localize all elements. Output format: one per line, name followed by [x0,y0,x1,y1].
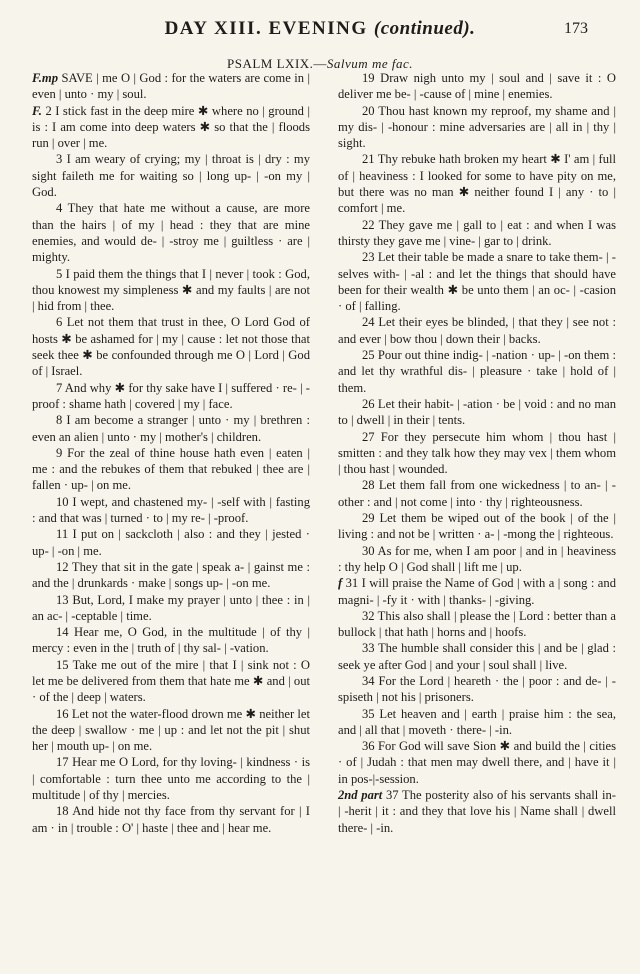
title-suffix: (continued). [373,18,476,39]
verse-text: 23 Let their table be made a snare to take them- | -selves with- | -al : and let the things that should have been for their wealth ✱ be unto them | an oc- | -casion · of | falling. [338,250,616,314]
psalm-verse [338,706,616,739]
psalm-verse [338,249,616,314]
verse-text: 32 This also shall | please the | Lord : better than a bullock | that hath | horns and | hoofs. [338,608,616,640]
verse-text: 12 They that sit in the gate | speak a- | gainst me : and the | drunkards · make | songs up- | -on me. [32,559,310,591]
verse-text: 20 Thou hast known my reproof, my shame and | my dis- | -honour : mine adversaries are | all in | thy | sight. [338,103,616,151]
verse-text: 37 The posterity also of his servants shall in- | -herit | it : and they that love his | Name shall | dwell there- | -in. [338,788,616,835]
verse-text: 10 I wept, and chastened my- | -self with | fasting : and that was | turned · to | my re- | -proof. [32,494,310,526]
verse-text: 35 Let heaven and | earth | praise him : the sea, and | all that | moveth · there- | -in. [338,706,616,737]
psalm-verse [32,314,310,379]
verse-text: 16 Let not the water-flood drown me ✱ neither let the deep | swallow · me | up : and let not the pit | shut her | mouth up- | on me. [32,706,310,754]
running-title [0,18,640,40]
verse-text: 18 And hide not thy face from thy servant for | I am · in | trouble : O' | haste | thee and | hear me. [32,804,310,835]
psalm-verse [32,103,310,152]
verse-text: 30 As for me, when I am poor | and in | heaviness : thy help O | God shall | lift me | up. [338,543,616,574]
psalm-verse [338,787,616,836]
psalm-verse [338,673,616,706]
psalm-verse [32,624,310,657]
psalm-verse [338,575,616,608]
psalm-number: PSALM LXIX.— [227,56,327,71]
verse-text: 36 For God will save Sion ✱ and build the | cities · of | Judah : that men may dwell there, and | have it | in pos-|-session. [338,739,616,786]
verse-text: 9 For the zeal of thine house hath even | eaten | me : and the rebukes of them that rebuked | thee are | fallen · up- | on me. [32,445,310,493]
psalm-verse [338,510,616,543]
verse-text: 33 The humble shall consider this | and be | glad : seek ye after God | and your | soul shall | live. [338,641,616,672]
psalm-verse [32,445,310,494]
psalm-verse [32,494,310,527]
verse-text: 13 But, Lord, I make my prayer | unto | thee : in | an ac- | -ceptable | time. [32,592,310,623]
verse-text: 4 They that hate me without a cause, are more than the hairs | of my | head : they that are mine enemies, and would de- | -stroy me | guiltless · are | mighty. [32,201,310,265]
psalm-latin-title: Salvum me fac. [326,56,413,71]
psalm-verse [32,592,310,625]
verse-text: 15 Take me out of the mire | that I | sink not : O let me be delivered from them that hate me ✱ and | out · of the | deep | waters. [32,657,310,705]
psalm-verse [32,266,310,315]
dynamic-marking: 2nd part [338,788,383,803]
psalm-verse [338,477,616,510]
left-column [32,70,310,836]
verse-text: 28 Let them fall from one wickedness | to an- | -other : and | not come | into · thy | righteousness. [338,478,616,509]
psalm-verse [338,429,616,478]
right-column [338,70,616,836]
psalm-verse [338,738,616,787]
psalm-verse [32,526,310,559]
dynamic-marking: F. [32,103,42,118]
page-number: 173 [564,20,588,37]
psalm-verse [338,640,616,673]
psalm-verse [338,608,616,641]
psalm-verse [32,559,310,592]
day-title: DAY XIII. EVENING [164,18,368,39]
psalm-verse [32,200,310,265]
verse-text: 26 Let their habit- | -ation · be | void : and no man to | dwell | in their | tents. [338,396,616,428]
dynamic-marking: f [338,576,343,591]
psalm-verse [32,412,310,445]
psalm-verse [32,70,310,103]
verse-text: 27 For they persecute him whom | thou hast | smitten : and they talk how they may vex | them whom | thou hast | wounded. [338,429,616,477]
verse-text: 34 For the Lord | heareth · the | poor : and de- | -spiseth | not his | prisoners. [338,673,616,705]
verse-text: 7 And why ✱ for thy sake have I | suffered · re- | -proof : shame hath | covered | my | face. [32,380,310,411]
verse-text: 19 Draw nigh unto my | soul and | save it : O deliver me be- | -cause of | mine | enemies. [338,71,616,102]
verse-text: 14 Hear me, O God, in the multitude | of thy | mercy : even in the | truth of | thy sal- | -vation. [32,625,310,656]
verse-text: 6 Let not them that trust in thee, O Lord God of hosts ✱ be ashamed for | my | cause : let not those that seek thee ✱ be confounded through me O | Lord | God of | Israel. [32,315,310,379]
psalm-verse [32,803,310,836]
psalm-verse [32,151,310,200]
psalm-verse [32,380,310,413]
psalm-verse [338,314,616,347]
psalm-verse [32,754,310,803]
psalm-verse [338,543,616,576]
verse-text: 24 Let their eyes be blinded, | that they | see not : and ever | bow thou | down their | backs. [338,315,616,346]
page-header [0,14,640,48]
verse-text: 29 Let them be wiped out of the book | of the | living : and not be | written · a- | -mong the | righteous. [338,511,616,542]
psalm-verse [338,347,616,396]
psalm-verse [338,217,616,250]
verse-text: 17 Hear me O Lord, for thy loving- | kindness · is | comfortable : turn thee unto me according to the | multitude | of thy | mercies. [32,755,310,803]
verse-text: 11 I put on | sackcloth | also : and they | jested · up- | -on | me. [32,527,310,558]
verse-text: 22 They gave me | gall to | eat : and when I was thirsty they gave me | vine- | gar to | drink. [338,217,616,248]
verse-text: 31 I will praise the Name of God | with a | song : and magni- | -fy it · with | thanks- | -giving. [338,576,616,607]
verse-text: 21 Thy rebuke hath broken my heart ✱ I' am | full of | heaviness : I looked for some to have pity on me, but there was no man ✱ neither found I | any · to | comfort | me. [338,152,616,216]
dynamic-marking: F.mp [32,71,59,85]
verse-text: 2 I stick fast in the deep mire ✱ where no | ground | is : I am come into deep waters ✱ so that the | floods run | over | me. [32,103,310,151]
verse-text: 8 I am become a stranger | unto · my | brethren : even an alien | unto · my | mother's | children. [32,413,310,444]
verse-text: 5 I paid them the things that I | never | took : God, thou knowest my simpleness ✱ and my faults | are not | hid from | thee. [32,266,310,314]
verse-text: 3 I am weary of crying; my | throat is | dry : my sight faileth me for waiting so | long up- | -on my | God. [32,152,310,200]
psalm-verse [32,706,310,755]
verse-text: 25 Pour out thine indig- | -nation · up- | -on them : and let thy wrathful dis- | pleasure · take | hold of | them. [338,348,616,395]
verse-text: SAVE | me O | God : for the waters are come in | even | unto · my | soul. [32,71,310,102]
psalm-verse [338,396,616,429]
psalm-verse [338,70,616,103]
psalm-verse [32,657,310,706]
psalm-verse [338,103,616,152]
psalm-verse [338,151,616,216]
